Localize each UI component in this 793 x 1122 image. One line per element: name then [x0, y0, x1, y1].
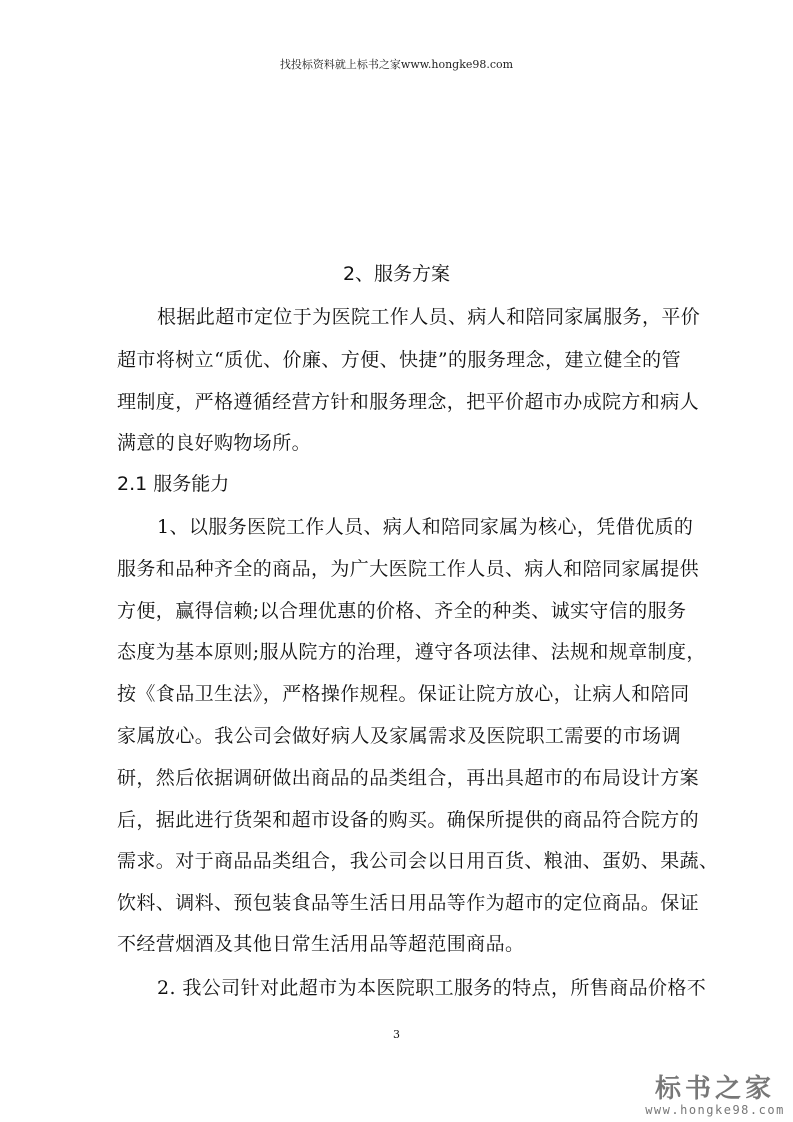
page-header: 找投标资料就上标书之家www.hongke98.com: [279, 58, 514, 71]
text-line: 2. 我公司针对此超市为本医院职工服务的特点，所售商品价格不: [157, 977, 707, 999]
text-line: 满意的良好购物场所。: [117, 432, 312, 454]
text-line: 1、以服务医院工作人员、病人和陪同家属为核心，凭借优质的: [157, 516, 694, 538]
text-line: 服务和品种齐全的商品，为广大医院工作人员、病人和陪同家属提供: [117, 558, 700, 580]
text-line: 按《食品卫生法》，严格操作规程。保证让院方放心，让病人和陪同: [117, 683, 690, 705]
subsection-heading: 2.1 服务能力: [117, 473, 230, 495]
page-number: 3: [393, 1028, 400, 1041]
text-line: 态度为基本原则;服从院方的治理，遵守各项法律、法规和规章制度，: [117, 641, 706, 663]
text-line: 超市将树立“质优、价廉、方便、快捷”的服务理念，建立健全的管: [117, 349, 681, 371]
section-title: 2、服务方案: [342, 263, 451, 285]
watermark-url: www.hongke98.com: [645, 1103, 785, 1117]
text-line: 需求。对于商品品类组合，我公司会以日用百货、粮油、蛋奶、果蔬、: [117, 850, 719, 872]
text-line: 后，据此进行货架和超市设备的购买。确保所提供的商品符合院方的: [117, 809, 700, 831]
watermark-logo: [640, 1068, 790, 1117]
text-line: 理制度，严格遵循经营方针和服务理念，把平价超市办成院方和病人: [117, 391, 700, 413]
text-line: 家属放心。我公司会做好病人及家属需求及医院职工需要的市场调: [117, 725, 681, 747]
text-line: 研，然后依据调研做出商品的品类组合，再出具超市的布局设计方案: [117, 767, 700, 789]
text-line: 方便，赢得信赖;以合理优惠的价格、齐全的种类、诚实守信的服务: [117, 600, 687, 622]
text-line: 根据此超市定位于为医院工作人员、病人和陪同家属服务，平价: [157, 306, 701, 328]
watermark-name: 标书之家: [654, 1074, 775, 1104]
text-line: 饮料、调料、预包装食品等生活日用品等作为超市的定位商品。保证: [117, 892, 700, 914]
text-line: 不经营烟酒及其他日常生活用品等超范围商品。: [117, 933, 525, 955]
